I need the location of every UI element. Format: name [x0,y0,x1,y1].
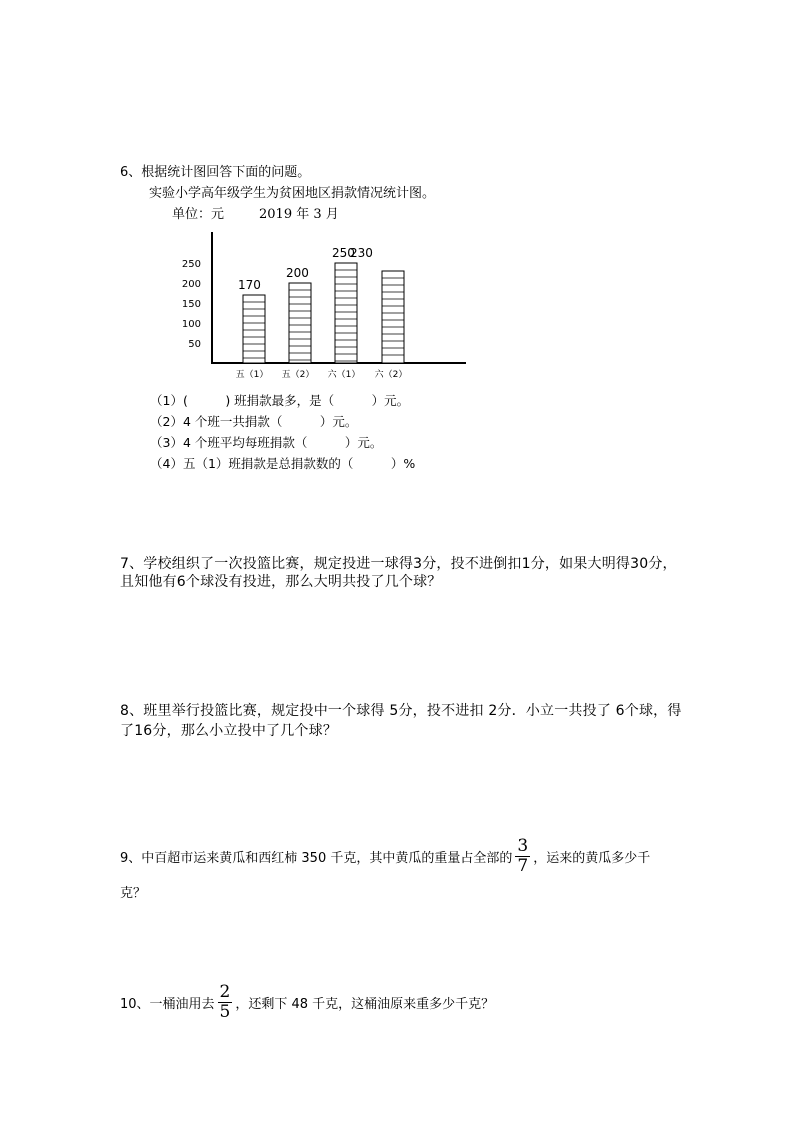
chart-root [182,232,466,380]
q6-sub1: （1）( ) 班捐款最多，是（ ）元。 [150,393,410,408]
x-tick-label: 五（2） [281,370,315,380]
bar [289,283,311,363]
data-label: 250 [332,246,355,260]
y-tick-label: 100 [181,319,201,330]
q9-text-after: ，运来的黄瓜多少千 [533,850,651,866]
x-tick-label: 六（2） [374,370,408,380]
q10-text-after: ，还剩下 48 千克，这桶油原来重多少千克？ [235,996,495,1012]
chart-date: 2019 年 3 月 [259,207,339,222]
q9-line2: 克？ [120,886,147,901]
q7-line2: 且知他有6个球没有投进，那么大明共投了几个球？ [120,574,442,590]
q10-frac-numerator: 2 [219,981,231,1002]
bar [243,295,265,363]
chart-subtitle: 实验小学高年级学生为贫困地区捐款情况统计图。 [149,186,436,201]
q8-line1: 8、班里举行投篮比赛，规定投中一个球得 5分，投不进扣 2分．小立一共投了 6个球，得 [120,703,682,719]
q10-frac-denominator: 5 [219,1001,231,1022]
q9-frac-denominator: 7 [517,855,529,876]
bar-chart [0,0,794,400]
q6-sub4: （4）五（1）班捐款是总捐款数的（ ）% [150,456,416,471]
q9-fraction [515,835,530,876]
data-label: 230 [350,246,373,260]
q10-fraction [218,981,233,1022]
q9-frac-numerator: 3 [517,835,529,856]
q6-sub3: （3）4 个班平均每班捐款（ ）元。 [150,435,383,450]
x-tick-label: 五（1） [235,370,269,380]
chart-unit: 单位：元 [172,207,225,222]
data-label: 200 [286,266,309,280]
q6-title: 6、根据统计图回答下面的问题。 [120,165,311,180]
q9-text-before: 9、中百超市运来黄瓜和西红柿 350 千克，其中黄瓜的重量占全部的 [120,850,513,866]
q9-line1 [120,836,650,876]
x-tick-label: 六（1） [327,370,361,380]
y-tick-label: 250 [181,259,201,270]
q10-line [120,982,494,1022]
y-tick-label: 150 [181,299,201,310]
q10-text-before: 10、一桶油用去 [120,996,215,1012]
q8-line2: 了16分，那么小立投中了几个球？ [120,723,338,739]
data-label: 170 [238,278,261,292]
q6-sub2: （2）4 个班一共捐款（ ）元。 [150,414,358,429]
y-tick-label: 50 [188,339,201,350]
y-tick-label: 200 [181,279,201,290]
q7-line1: 7、学校组织了一次投篮比赛，规定投进一球得3分，投不进倒扣1分，如果大明得30分， [120,556,677,572]
bar [335,263,357,363]
